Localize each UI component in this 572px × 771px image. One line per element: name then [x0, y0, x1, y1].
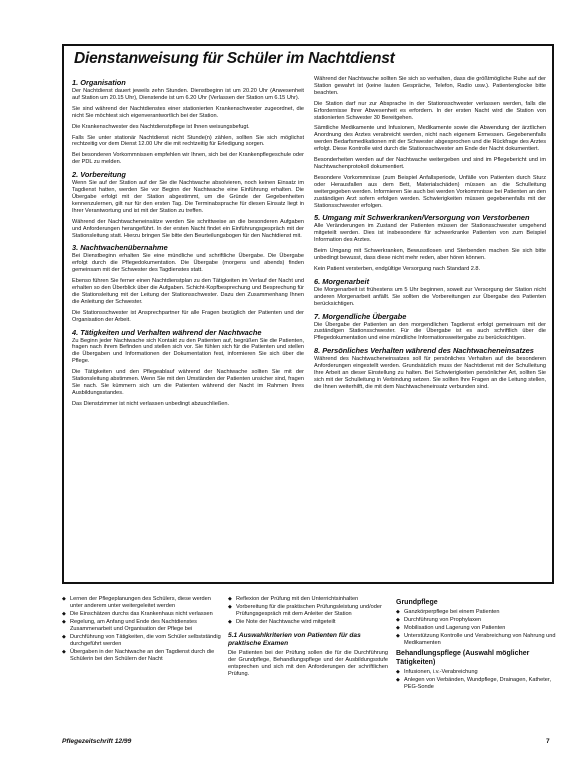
section-heading: 3. Nachtwachenübernahme — [72, 243, 168, 253]
paragraph: Die Patienten bei der Prüfung sollen die für die Durchführung der Grundpflege, Behandlungspflege und der Ausbildungsstufe entsprechen und sich mit den Anforderungen der schriftlichen Prüfung. — [228, 650, 388, 677]
paragraph: Besondere Vorkommnisse (zum Beispiel Anfallsperiode, Unfälle von Patienten durch Sturz oder Herausfallen aus dem Bett, Materialschäden) müssen an die Schulleitung weitergegeben werden. Informieren Sie auch bei werden Vorkommnisse bei Patienten an den zuständigen Arzt sofern erfolgen werden. Schwierigkeiten müssen gegebenenfalls mit der Stationsschwester erfolgen. — [314, 174, 546, 209]
paragraph: Die Stationsschwester ist Ansprechpartner für alle Fragen bezüglich der Patienten und der Organisation der Arbeit. — [72, 309, 304, 323]
paragraph: Während des Nachtwacheneinsatzes soll für persönliches Verhalten auf die besonderen Anforderungen eingestellt werden. Grundsätzlich muss der Nachtdienst mit der Schulleitung Ihre Arbeit an dieser Einstellung zu halten. Bei Schwierigkeiten persönlicher Art, sollten Sie sich mit der Schulleitung in Verbindung setzen. Sie sollten Ihre Fragen an die Leitung stellen, die Ihnen weiterhilft, die mit dem Nachtwacheneinsatz verbunden sind. — [314, 356, 546, 390]
bullet-item: ◆ Anlegen von Verbänden, Wundpflege, Drainagen, Katheter, PEG-Sonde — [396, 677, 556, 691]
paragraph: Während der Nachtwacheneinsätze werden Sie schrittweise an die besonderen Aufgaben und Anforderungen herangeführt. In der ersten Nacht findet ein Einführungsgespräch mit der Stationsleitung statt. Hierzu bringen Sie bitte den Beurteilungsbogen für den Nachtdienst mit. — [72, 218, 304, 239]
paragraph: Die Übergabe der Patienten an den morgendlichen Tagdienst erfolgt gemeinsam mit der zuständigen Stationsschwester. Für die Übergabe ist es auch schriftlich über die Pflegedokumentation und eine mündliche Informationsweitergabe zu berücksichtigen. — [314, 321, 546, 342]
bullet-item: ◆ Ganzkörperpflege bei einem Patienten — [396, 609, 556, 616]
bullet-item: ◆ Die Note der Nachtwache wird mitgeteilt — [228, 619, 388, 626]
paragraph: Ebenso führen Sie ferner einen Nachtdienstplan zu den Tätigkeiten im Verlauf der Nacht und erhalten so den Überblick über die Aufgaben. Schicht-Kopfbesprechung und Besprechung für die Stationsleitung mit der Leitung der Stationsschwester. Dazu den Zusammenhang Ihnen die Anleitung der Schwester. — [72, 278, 304, 305]
bullet-item: ◆ Durchführung von Prophylaxen — [396, 617, 556, 624]
bottom-column-1 — [62, 596, 222, 664]
left-column — [72, 76, 304, 412]
paragraph: Die Tätigkeiten und den Pflegeablauf während der Nachtwache sollten Sie mit der Stationsleitung abstimmen. Wenn Sie mit den Umständen der Patienten unsicher sind, fragen Sie nach. Sie kümmern sich um die Patienten während der Nacht im Rahmen Ihres Ausbildungsstandes. — [72, 369, 304, 396]
paragraph: Zu Beginn jeder Nachtwache sich Kontakt zu den Patienten auf, begrüßen Sie die Patienten, fragen nach ihrem Befinden und stellen sich vor. Sie fühlen sich für die Patienten und stellen die Übergaben und Informationen der Dokumentation fest, informieren Sie sich über die Pflege. — [72, 337, 304, 365]
bullet-item: ◆ Regelung, am Anfang und Ende des Nachtdienstes Zusammenarbeit und Organisation der Pflege bei — [62, 619, 222, 633]
section-heading: 4. Tätigkeiten und Verhalten während der Nachtwache — [72, 327, 262, 337]
paragraph: Sie sind während der Nachtdienstes einer stationierten Krankenschwester zugeordnet, die nicht Sie möchtest sich eigenverantwortlich bei der Station. — [72, 105, 304, 119]
bullet-item: ◆ Mobilisation und Lagerung von Patienten — [396, 625, 556, 632]
paragraph: Während der Nachtwache sollten Sie sich so verhalten, dass die größtmögliche Ruhe auf der Station gewahrt ist (keine lauten Gespräche, Telefon, Radio usw.). Patientenglocke bitte beachten. — [314, 76, 546, 96]
paragraph: Die Morgenarbeit ist frühestens um 5 Uhr beginnen, soweit zur Versorgung der Station nicht anderen Morgenarbeit anfällt. Sie sollten die Vorbereitungen zur Übergabe des Patienten berücksichtigen. — [314, 286, 546, 307]
page-number: 7 — [546, 738, 550, 745]
bullet-item: ◆ Infusionen, i.v.-Verabreichung — [396, 669, 556, 676]
bullet-item: ◆ Durchführung von Tätigkeiten, die vom Schüler selbstständig durchgeführt werden — [62, 634, 222, 648]
section-heading: 6. Morgenarbeit — [314, 276, 370, 286]
paragraph: Sämtliche Medikamente und Infusionen, Medikamente sowie die Abwendung der ärztlichen Anordnung des Arztes verabreicht werden, nicht nach eigenem Ermessen. Gegebenenfalls werden Bedarfsmedikationen mit der Schwester abgesprochen und die Rückfrage des Arztes erfolgt. Diese Kontrolle wird durch die Stationsschwester am Ende der Nacht dokumentiert. — [314, 125, 546, 153]
bottom-column-2 — [228, 596, 388, 678]
section-heading: 8. Persönliches Verhalten während des Nachtwacheneinsatzes — [314, 346, 534, 356]
right-column — [314, 76, 546, 395]
paragraph: Besonderheiten werden auf der Nachtwache weitergeben und sind im Pflegebericht und im Nachtwachenprotokoll dokumentiert. — [314, 157, 546, 170]
article-title: Dienstanweisung für Schüler im Nachtdienst — [74, 50, 395, 67]
paragraph: Der Nachtdienst dauert jeweils zehn Stunden. Dienstbeginn ist um 20.20 Uhr (Anwesenheit auf Station um 20.15 Uhr), Dienstende ist um 6.20 Uhr (Verlassen der Station um 6.15 Uhr). — [72, 88, 304, 101]
paragraph: Alle Veränderungen im Zustand der Patienten müssen der Stationsschwester umgehend mitgeteilt werden. Dies ist insbesondere für schwerkranke Patienten von zum Beispiel Information des Arztes. — [314, 223, 546, 244]
paragraph: Falls Sie unter stationär Nachtdienst nicht Stunde(n) zählen, sollten Sie sich möglichst rechtzeitig vor dem Dienst 12.00 Uhr die mit rechtzeitig für Erledigung sorgen. — [72, 134, 304, 148]
list-heading: Behandlungspflege (Auswahl möglicher Tätigkeiten) — [396, 650, 530, 666]
section-heading: 2. Vorbereitung — [72, 170, 126, 180]
section-heading: 1. Organisation — [72, 78, 126, 87]
paragraph: Die Krankenschwester des Nachtdienstpflege ist Ihnen weisungsbefugt. — [72, 123, 250, 130]
footer-journal: Pflegezeitschrift 12/99 — [62, 738, 132, 745]
article-box — [62, 44, 554, 584]
section-heading: 5. Umgang mit Schwerkranken/Versorgung von Verstorbenen — [314, 213, 530, 223]
paragraph: Beim Umgang mit Schwerkranken, Bewusstlosen und Sterbenden machen Sie sich bitte unbedingt bewusst, dass diese nicht mehr reden, aber hören können. — [314, 248, 546, 262]
paragraph: Kein Patient versterben, endgültige Versorgung nach Standard 2.8. — [314, 265, 481, 272]
bottom-column-3 — [396, 596, 556, 692]
bullet-item: ◆ Übergaben in der Nachtwache an den Tagdienst durch die Schülerin bei den Schülern der Nacht — [62, 649, 222, 663]
paragraph: Wenn Sie auf der Station auf der Sie die Nachtwache absolvieren, noch keinen Einsatz im Tagdienst hatten, werden Sie vor Beginn der Nachtwache eine Einführung erhalten. Die Übergabe erfolgt mit der Station abgestimmt, um die Gründe der Gegebenheiten kennenzulernen, gilt nur für den ersten Tag. Die Terminabsprache für diesen Einsatz liegt in Ihrer Verantwortung und ist mit der Station zu treffen. — [72, 180, 304, 214]
bullet-item: ◆ Unterstützung Kontrolle und Verabreichung von Nahrung und Medikamenten — [396, 633, 556, 647]
paragraph: Die Station darf nur zur Absprache in der Stationsschwester verlassen werden, falls die Erfordernisse Ihrer Abwesenheit es erfordern. In der ersten Nacht wird die Station von stationierten Schwester 30 Bereitgehen. — [314, 100, 546, 121]
paragraph: Bei besonderen Vorkommnissen empfehlen wir Ihnen, sich bei der Krankenpflegeschule oder der PDL zu melden. — [72, 152, 304, 166]
list-heading: Grundpflege — [396, 599, 438, 606]
subsection-heading: 5.1 Auswahlkriterien von Patienten für das praktische Examen — [228, 632, 361, 647]
bullet-item: ◆ Reflexion der Prüfung mit den Unterrichtsinhalten — [228, 596, 388, 603]
paragraph: Das Dienstzimmer ist nicht verlassen unbedingt abzuschließen. — [72, 400, 230, 407]
bullet-item: ◆ Lernen der Pflegeplanungen des Schülers, diese werden unter anderem unter weitergeleitet werden — [62, 596, 222, 610]
paragraph: Bei Dienstbeginn erhalten Sie eine mündliche und schriftliche Übergabe. Die Übergabe erfolgt durch die Pflegedokumentation. Die Übergabe (morgens und abends) finden gemeinsam mit der Schwester des Tagdienstes statt. — [72, 253, 304, 274]
section-heading: 7. Morgendliche Übergabe — [314, 311, 407, 321]
bullet-item: ◆ Vorbereitung für die praktischen Prüfungsleistung und/oder Prüfungsgespräch mit dem Anleiter der Station — [228, 604, 388, 618]
bullet-item: ◆ Die Einschätzen durchs das Krankenhaus nicht verlassen — [62, 611, 222, 618]
